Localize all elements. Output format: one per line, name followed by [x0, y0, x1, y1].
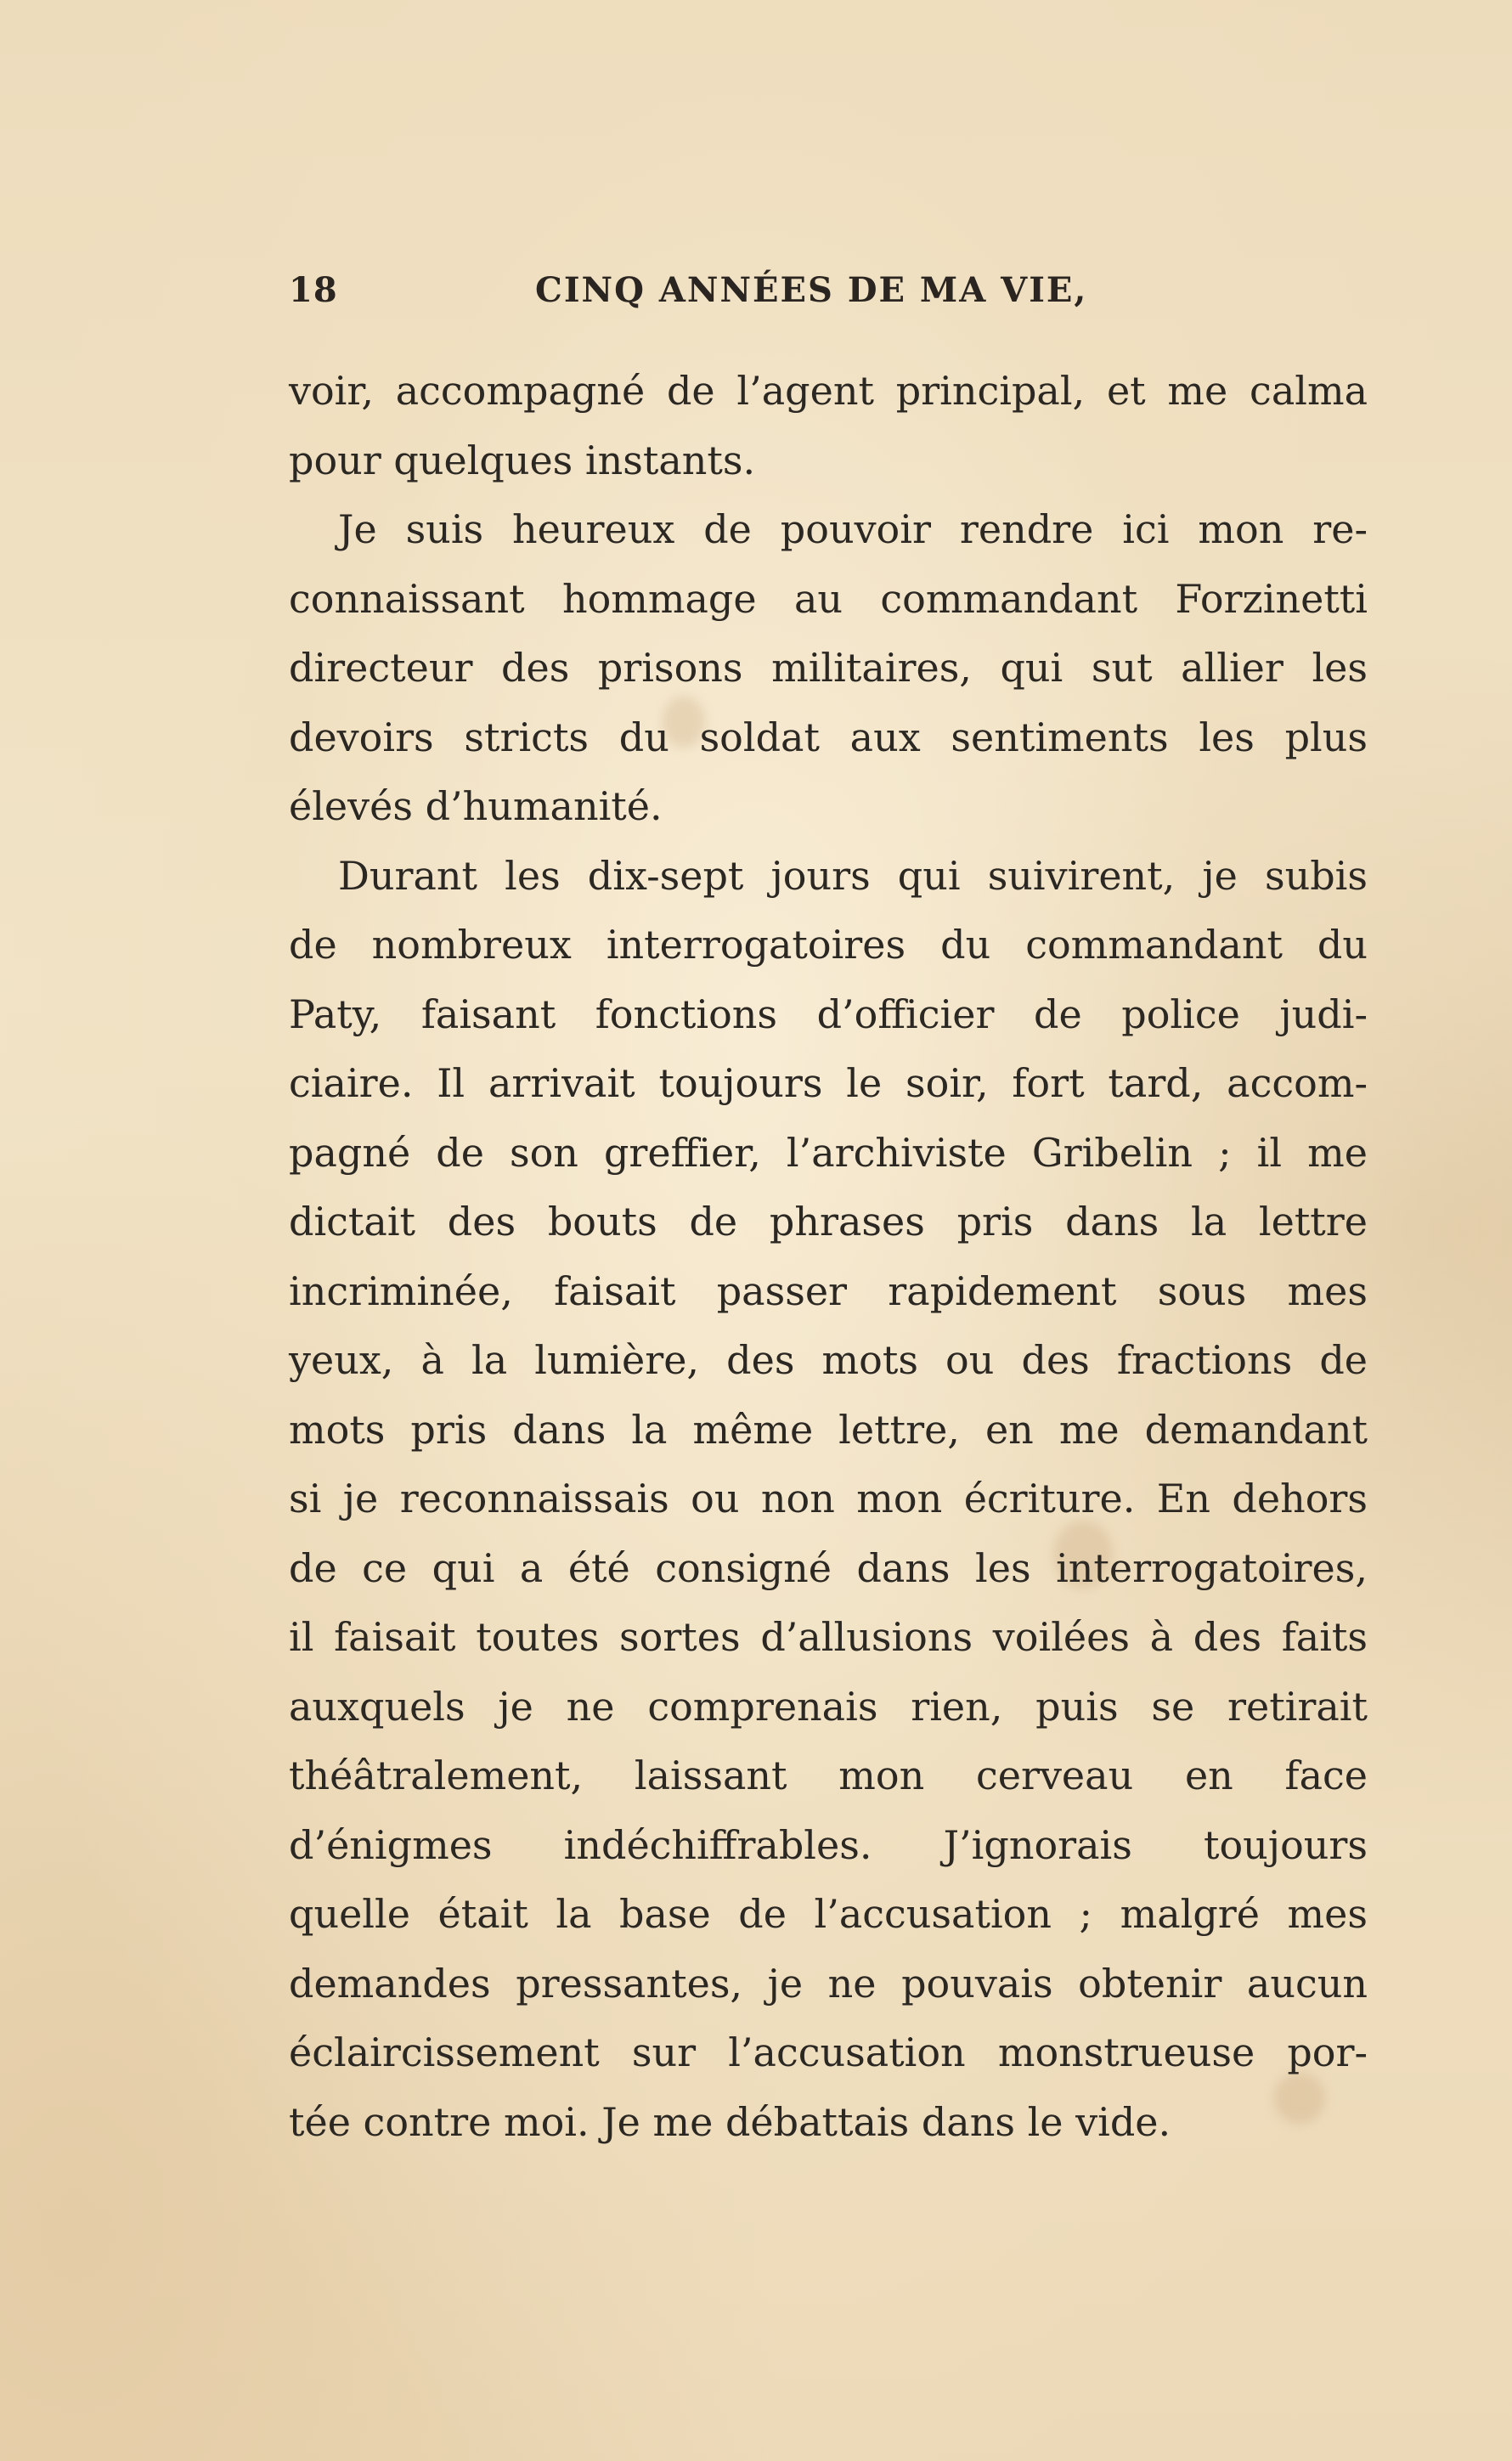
text-line: tée contre moi. Je me débattais dans le vide.	[289, 2098, 1171, 2145]
text-line: voir, accompagné de l’agent principal, et me calma	[289, 368, 1368, 414]
text-line: si je reconnaissais ou non mon écriture. En dehors	[289, 1476, 1368, 1521]
text-line: incriminée, faisait passer rapidement sous mes	[289, 1267, 1368, 1314]
body-text	[289, 357, 1368, 2157]
text-line: de nombreux interrogatoires du commandant du	[289, 922, 1368, 968]
text-line: Je suis heureux de pouvoir rendre ici mon re-	[338, 506, 1368, 552]
text-line: Paty, faisant fonctions d’officier de police judi-	[289, 991, 1368, 1037]
text-line: théâtralement, laissant mon cerveau en face	[289, 1753, 1368, 1798]
text-line: auxquels je ne comprenais rien, puis se retirait	[289, 1683, 1368, 1730]
text-line: il faisait toutes sortes d’allusions voilées à des faits	[289, 1614, 1368, 1660]
text-line: pagné de son greffier, l’archiviste Gribelin ; il me	[289, 1129, 1368, 1176]
text-line: dictait des bouts de phrases pris dans la lettre	[289, 1199, 1368, 1245]
text-line: élevés d’humanité.	[289, 783, 663, 829]
text-line: quelle était la base de l’accusation ; malgré mes	[289, 1891, 1368, 1937]
page-header	[289, 270, 1368, 321]
text-line: d’énigmes indéchiffrables. J’ignorais toujours	[289, 1821, 1368, 1868]
running-head: CINQ ANNÉES DE MA VIE,	[535, 270, 1088, 310]
text-line: directeur des prisons militaires, qui sut allier les	[289, 645, 1368, 691]
text-line: pour quelques instants.	[289, 437, 756, 483]
text-line: yeux, à la lumière, des mots ou des fractions de	[289, 1337, 1368, 1383]
page-number: 18	[289, 270, 338, 310]
text-line: mots pris dans la même lettre, en me demandant	[289, 1406, 1368, 1453]
text-line: demandes pressantes, je ne pouvais obtenir aucun	[289, 1960, 1368, 2007]
text-line: éclaircissement sur l’accusation monstrueuse por-	[289, 2029, 1368, 2075]
text-line: Durant les dix-sept jours qui suivirent, je subis	[338, 852, 1368, 899]
text-line: connaissant hommage au commandant Forzinetti	[289, 575, 1368, 622]
text-line: de ce qui a été consigné dans les interrogatoires,	[289, 1544, 1368, 1591]
text-line: ciaire. Il arrivait toujours le soir, fort tard, accom-	[289, 1060, 1368, 1106]
text-line: devoirs stricts du soldat aux sentiments les plus	[289, 714, 1368, 760]
